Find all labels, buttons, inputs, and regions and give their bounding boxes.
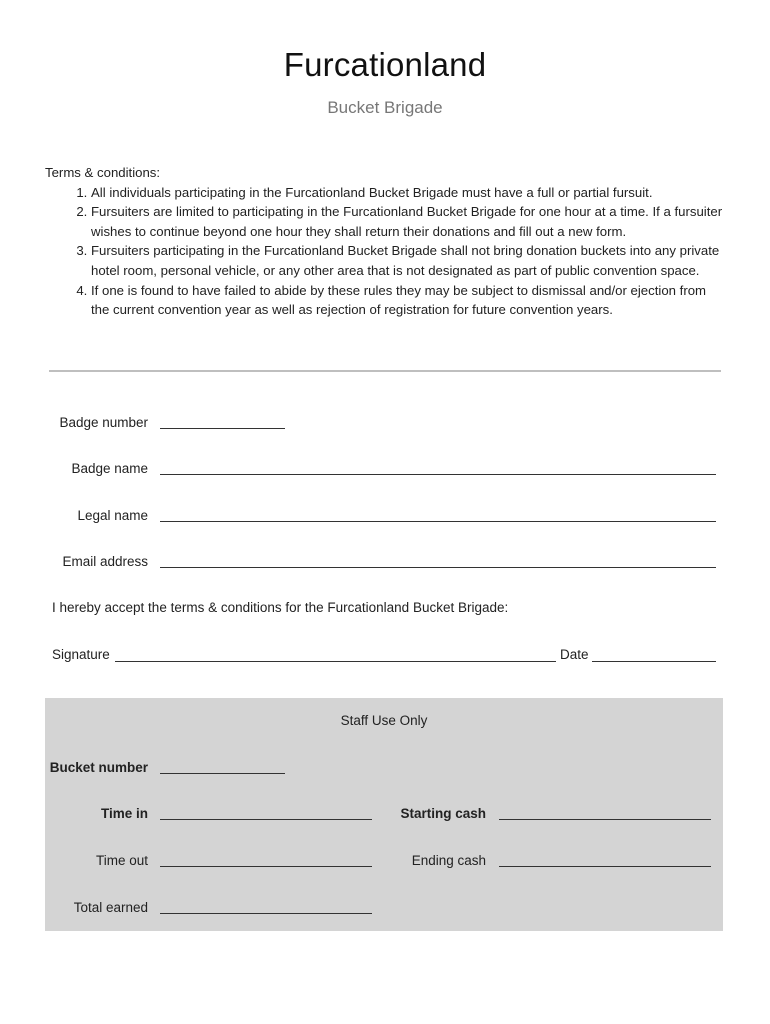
terms-item: 2. Fursuiters are limited to participating in the Furcationland Bucket Brigade for one hour at a time. If a fursuiter wishes to continue beyond one hour they shall return their donations and fill out a new form. <box>91 202 725 241</box>
badge-name-field[interactable] <box>160 474 716 475</box>
bucket-number-label: Bucket number <box>49 760 148 775</box>
total-earned-field[interactable] <box>160 913 372 914</box>
badge-name-label: Badge name <box>71 461 148 476</box>
signature-field[interactable] <box>115 661 556 662</box>
terms-item: 4. If one is found to have failed to abide by these rules they may be subject to dismissal and/or ejection from the current convention year as well as rejection of registration for future convention years. <box>91 281 725 320</box>
terms-list <box>45 183 725 320</box>
signature-label: Signature <box>52 647 110 662</box>
legal-name-field[interactable] <box>160 521 716 522</box>
terms-item: 3. Fursuiters participating in the Furcationland Bucket Brigade shall not bring donation buckets into any private hotel room, personal vehicle, or any other area that is not designated as part of public convention space. <box>91 241 725 280</box>
time-out-field[interactable] <box>160 866 372 867</box>
accept-statement: I hereby accept the terms & conditions for the Furcationland Bucket Brigade: <box>52 600 509 615</box>
starting-cash-field[interactable] <box>499 819 711 820</box>
date-field[interactable] <box>592 661 716 662</box>
terms-section <box>45 163 725 320</box>
ending-cash-field[interactable] <box>499 866 711 867</box>
terms-item: 1. All individuals participating in the Furcationland Bucket Brigade must have a full or partial fursuit. <box>91 183 725 203</box>
time-out-label: Time out <box>95 853 148 868</box>
starting-cash-label: Starting cash <box>400 806 486 821</box>
email-address-label: Email address <box>62 554 148 569</box>
legal-name-label: Legal name <box>77 508 148 523</box>
staff-use-title: Staff Use Only <box>340 713 428 728</box>
bucket-number-field[interactable] <box>160 773 285 774</box>
time-in-field[interactable] <box>160 819 372 820</box>
ending-cash-label: Ending cash <box>411 853 486 868</box>
page-subtitle: Bucket Brigade <box>327 98 443 117</box>
page-title: Furcationland <box>283 46 487 83</box>
date-label: Date <box>560 647 589 662</box>
terms-heading: Terms & conditions: <box>45 165 161 180</box>
badge-number-label: Badge number <box>59 415 148 430</box>
badge-number-field[interactable] <box>160 428 285 429</box>
section-divider <box>49 370 721 372</box>
total-earned-label: Total earned <box>73 900 148 915</box>
email-address-field[interactable] <box>160 567 716 568</box>
time-in-label: Time in <box>100 806 148 821</box>
